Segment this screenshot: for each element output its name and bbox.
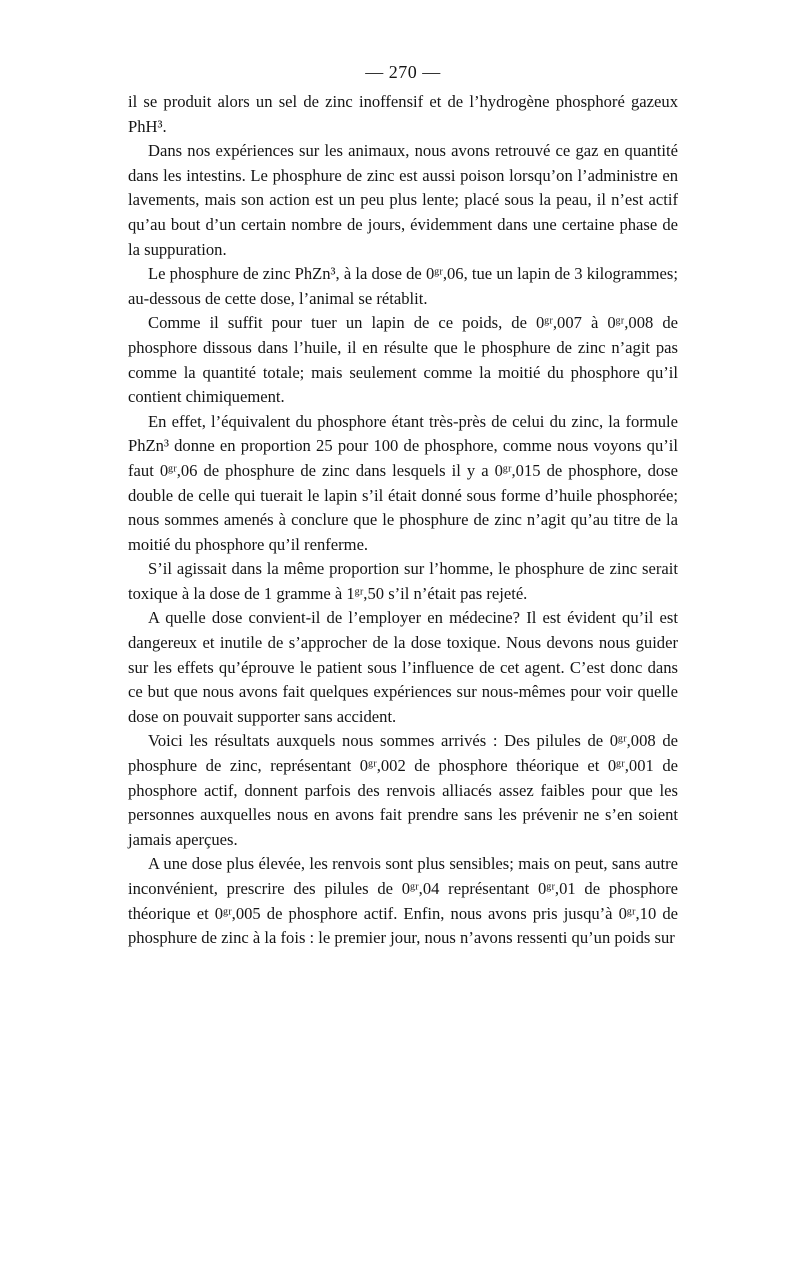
paragraph-7: A quelle dose convient-il de l’employer en médecine? Il est évident qu’il est dangereux et inutile de s’approcher de la dose toxique. Nous devons nous guider sur les effets qu’éprouve le patient sous l’influence de cet agent. C’est donc dans ce but que nous avons fait quelques expériences sur nous-mêmes pour voir quelle dose on pouvait supporter sans accident. — [128, 608, 678, 726]
paragraph-5: En effet, l’équivalent du phosphore étant très-près de celui du zinc, la formule PhZn³ donne en proportion 25 pour 100 de phosphore, comme nous voyons qu’il faut 0ᵍʳ,06 de phosphure de zinc dans lesquels il y a 0ᵍʳ,015 de phosphore, dose double de celle qui tuerait le lapin s’il était donné sous forme d’huile phosphorée; nous sommes amenés à conclure que le phosphure de zinc n’agit qu’au titre de la moitié du phosphore qu’il renferme. — [128, 411, 678, 554]
paragraph-3: Le phosphure de zinc PhZn³, à la dose de 0ᵍʳ,06, tue un lapin de 3 kilogrammes; au-dessous de cette dose, l’animal se rétablit. — [128, 264, 678, 308]
book-page — [128, 60, 678, 951]
paragraph-6: S’il agissait dans la même proportion sur l’homme, le phosphure de zinc serait toxique à la dose de 1 gramme à 1ᵍʳ,50 s’il n’était pas rejeté. — [128, 559, 678, 603]
paragraph-9: A une dose plus élevée, les renvois sont plus sensibles; mais on peut, sans autre inconvénient, prescrire des pilules de 0ᵍʳ,04 représentant 0ᵍʳ,01 de phosphore théorique et 0ᵍʳ,005 de phosphore actif. Enfin, nous avons pris jusqu’à 0ᵍʳ,10 de phosphure de zinc à la fois : le premier jour, nous n’avons ressenti qu’un poids sur — [128, 854, 678, 948]
page-number: — 270 — — [365, 62, 441, 82]
paragraph-2: Dans nos expériences sur les animaux, nous avons retrouvé ce gaz en quantité dans les intestins. Le phosphure de zinc est aussi poison lorsqu’on l’administre en lavements, mais son action est un peu plus lente; placé sous la peau, il n’est actif qu’au bout d’un certain nombre de jours, évidemment dans une certaine phase de la suppuration. — [128, 141, 678, 259]
paragraph-1: il se produit alors un sel de zinc inoffensif et de l’hydrogène phosphoré gazeux PhH³. — [128, 92, 678, 136]
paragraph-4: Comme il suffit pour tuer un lapin de ce poids, de 0ᵍʳ,007 à 0ᵍʳ,008 de phosphore dissous dans l’huile, il en résulte que le phosphure de zinc n’agit pas comme la quantité totale; mais seulement comme la moitié du phosphore qu’il contient chimiquement. — [128, 313, 678, 407]
paragraph-8: Voici les résultats auxquels nous sommes arrivés : Des pilules de 0ᵍʳ,008 de phosphure de zinc, représentant 0ᵍʳ,002 de phosphore théorique et 0ᵍʳ,001 de phosphore actif, donnent parfois des renvois alliacés assez faibles pour que les personnes auxquelles nous en avons fait prendre sans les prévenir ne s’en soient jamais aperçues. — [128, 731, 678, 849]
